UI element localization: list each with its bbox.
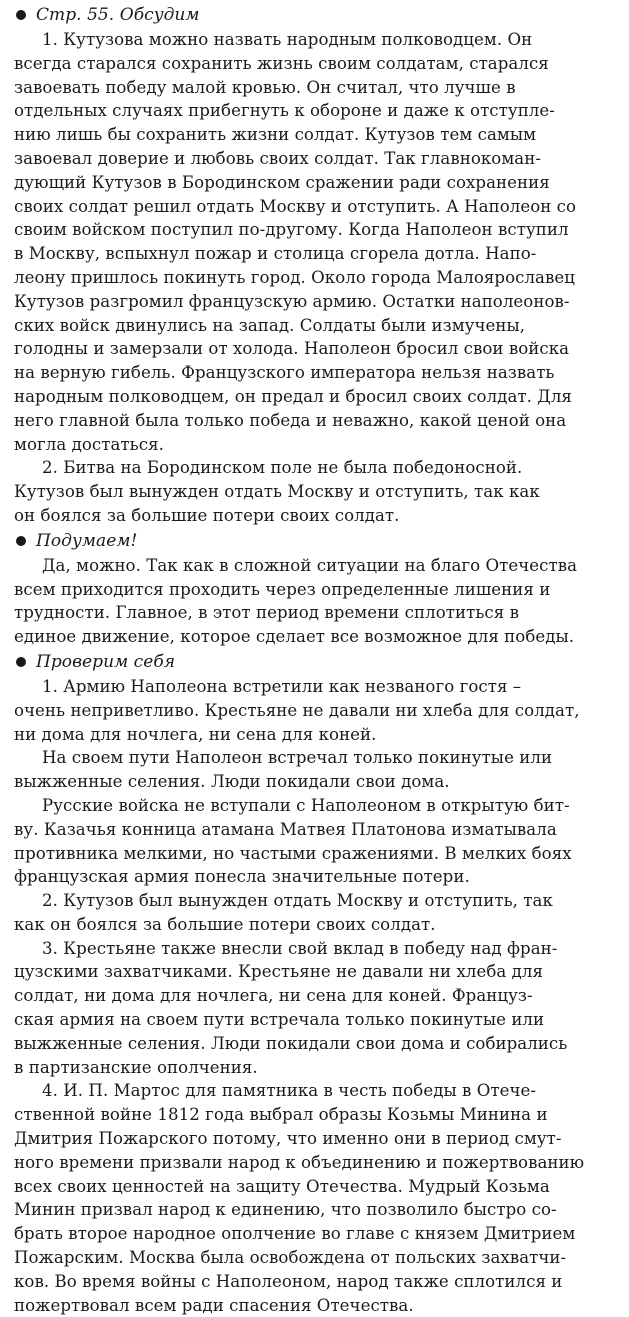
text-line: Дмитрия Пожарского потому, что именно они в период смут- — [14, 1129, 562, 1149]
answer-paragraph — [14, 456, 623, 527]
answer-paragraph — [14, 889, 623, 937]
text-line: завоевать победу малой кровью. Он считал, что лучше в — [14, 77, 516, 97]
text-line: Пожарским. Москва была освобождена от польских захватчи- — [14, 1248, 567, 1268]
text-line: ских войск двинулись на запад. Солдаты были измучены, — [14, 315, 526, 335]
text-line: как он боялся за большие потери своих солдат. — [14, 914, 436, 934]
text-line: Кутузов был вынужден отдать Москву и отступить, так как — [14, 482, 540, 502]
text-line: 4. И. П. Мартос для памятника в честь победы в Отече- — [42, 1081, 537, 1101]
bullet-icon — [16, 657, 26, 667]
answer-paragraph — [14, 554, 623, 649]
section-heading-discuss — [14, 2, 623, 28]
section-heading-think — [14, 528, 623, 554]
text-line: 1. Армию Наполеона встретили как незваного гостя – — [42, 676, 522, 696]
text-line: ни дома для ночлега, ни сена для коней. — [14, 724, 377, 744]
text-line: очень неприветливо. Крестьяне не давали ни хлеба для солдат, — [14, 700, 580, 720]
bullet-icon — [16, 10, 26, 20]
text-line: голодны и замерзали от холода. Наполеон бросил свои войска — [14, 339, 570, 359]
answer-paragraph — [14, 746, 623, 794]
section-heading-check — [14, 649, 623, 675]
text-line: противника мелкими, но частыми сражениями. В мелких боях — [14, 843, 572, 863]
section-title: Проверим себя — [36, 651, 176, 672]
text-line: леону пришлось покинуть город. Около города Малоярославец — [14, 267, 575, 287]
text-line: Минин призвал народ к единению, что позволило быстро со- — [14, 1200, 557, 1220]
text-line: 1. Кутузова можно назвать народным полководцем. Он — [42, 30, 533, 49]
text-line: 3. Крестьяне также внесли свой вклад в победу над фран- — [42, 938, 558, 958]
text-line: Русские войска не вступали с Наполеоном в открытую бит- — [42, 795, 570, 815]
text-line: всегда старался сохранить жизнь своим солдатам, старался — [14, 53, 549, 73]
text-line: ская армия на своем пути встречала только покинутые или — [14, 1010, 545, 1030]
text-line: в Москву, вспыхнул пожар и столица сгорела дотла. Напо- — [14, 244, 537, 264]
text-line: На своем пути Наполеон встречал только покинутые или — [42, 748, 553, 768]
text-line: народным полководцем, он предал и бросил своих солдат. Для — [14, 386, 572, 406]
text-line: своим войском поступил по-другому. Когда Наполеон вступил — [14, 220, 569, 240]
text-line: ственной войне 1812 года выбрал образы Козьмы Минина и — [14, 1105, 548, 1125]
text-line: цузскими захватчиками. Крестьяне не давали ни хлеба для — [14, 962, 544, 982]
section-title: Подумаем! — [36, 530, 138, 551]
text-line: на верную гибель. Французского императора нельзя назвать — [14, 363, 555, 383]
text-line: 2. Битва на Бородинском поле не была победоносной. — [42, 458, 523, 478]
answer-paragraph — [14, 1079, 623, 1317]
answer-paragraph — [14, 675, 623, 746]
text-line: отдельных случаях прибегнуть к обороне и даже к отступле- — [14, 101, 555, 121]
text-line: дующий Кутузов в Бородинском сражении ради сохранения — [14, 172, 550, 192]
text-line: в партизанские ополчения. — [14, 1057, 258, 1077]
text-line: завоевал доверие и любовь своих солдат. Так главнокоман- — [14, 148, 541, 168]
answer-paragraph — [14, 794, 623, 889]
answer-paragraph — [14, 28, 623, 456]
text-line: 2. Кутузов был вынужден отдать Москву и отступить, так — [42, 891, 553, 911]
text-line: могла достаться. — [14, 434, 164, 454]
text-line: Кутузов разгромил французскую армию. Остатки наполеонов- — [14, 291, 570, 311]
text-line: всем приходится проходить через определенные лишения и — [14, 579, 551, 599]
answer-paragraph — [14, 937, 623, 1080]
text-line: единое движение, которое сделает все возможное для победы. — [14, 627, 575, 647]
text-line: ву. Казачья конница атамана Матвея Платонова изматывала — [14, 819, 557, 839]
text-line: он боялся за большие потери своих солдат. — [14, 505, 400, 525]
text-line: ного времени призвали народ к объединению и пожертвованию — [14, 1152, 585, 1172]
text-line: Да, можно. Так как в сложной ситуации на благо Отечества — [42, 555, 578, 575]
text-line: брать второе народное ополчение во главе с князем Дмитрием — [14, 1224, 576, 1244]
text-line: трудности. Главное, в этот период времени сплотиться в — [14, 603, 520, 623]
text-line: него главной была только победа и неважно, какой ценой она — [14, 410, 567, 430]
text-line: нию лишь бы сохранить жизни солдат. Кутузов тем самым — [14, 125, 537, 145]
bullet-icon — [16, 536, 26, 546]
text-line: выжженные селения. Люди покидали свои дома и собирались — [14, 1033, 568, 1053]
section-title: Стр. 55. Обсудим — [36, 5, 200, 25]
text-line: солдат, ни дома для ночлега, ни сена для коней. Француз- — [14, 986, 533, 1006]
text-line: всех своих ценностей на защиту Отечества. Мудрый Козьма — [14, 1176, 550, 1196]
text-line: выжженные селения. Люди покидали свои дома. — [14, 772, 450, 792]
text-line: ков. Во время войны с Наполеоном, народ также сплотился и — [14, 1271, 563, 1291]
text-line: пожертвовал всем ради спасения Отечества. — [14, 1295, 414, 1315]
text-line: своих солдат решил отдать Москву и отступить. А Наполеон со — [14, 196, 577, 216]
text-line: французская армия понесла значительные потери. — [14, 867, 470, 887]
